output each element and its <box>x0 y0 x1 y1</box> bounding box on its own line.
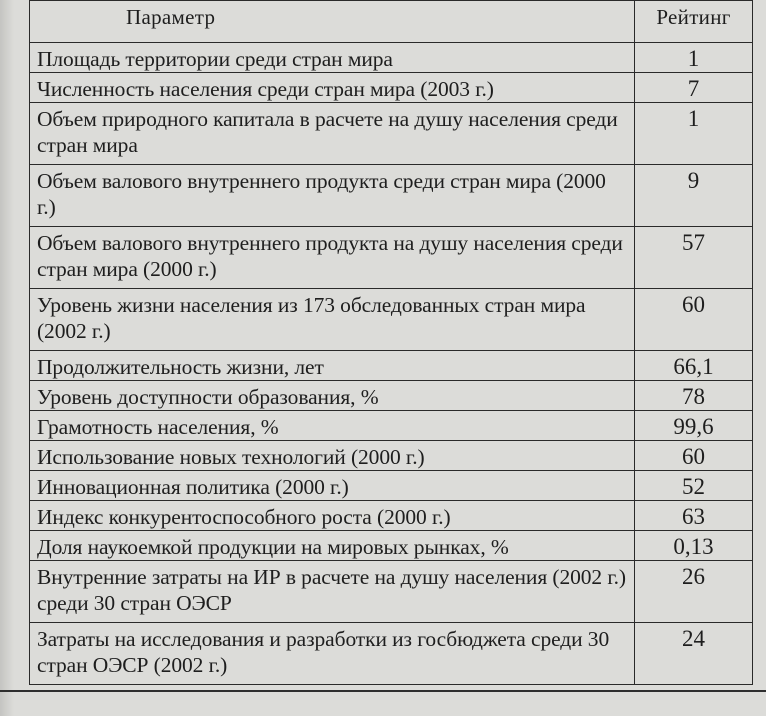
table-row <box>30 561 753 623</box>
table-row <box>30 289 753 351</box>
param-cell: Грамотность населения, % <box>30 411 635 441</box>
table-row <box>30 43 753 73</box>
param-cell: Индекс конкурентоспособного роста (2000 г.) <box>30 501 635 531</box>
rank-cell: 60 <box>635 289 753 351</box>
table-row <box>30 165 753 227</box>
table-row <box>30 103 753 165</box>
rank-cell: 63 <box>635 501 753 531</box>
param-cell: Затраты на исследования и разработки из госбюджета среди 30 стран ОЭСР (2002 г.) <box>30 623 635 685</box>
param-cell: Внутренние затраты на ИР в расчете на душу населения (2002 г.) среди 30 стран ОЭСР <box>30 561 635 623</box>
param-cell: Численность населения среди стран мира (2003 г.) <box>30 73 635 103</box>
param-cell: Объем природного капитала в расчете на душу населения среди стран мира <box>30 103 635 165</box>
param-cell: Продолжительность жизни, лет <box>30 351 635 381</box>
table-row <box>30 73 753 103</box>
rank-cell: 99,6 <box>635 411 753 441</box>
rank-cell: 0,13 <box>635 531 753 561</box>
table-row <box>30 411 753 441</box>
table-header-row <box>30 1 753 43</box>
rank-cell: 1 <box>635 103 753 165</box>
param-cell: Объем валового внутреннего продукта среди стран мира (2000 г.) <box>30 165 635 227</box>
table-row <box>30 227 753 289</box>
rank-cell: 60 <box>635 441 753 471</box>
rank-cell: 66,1 <box>635 351 753 381</box>
rank-cell: 78 <box>635 381 753 411</box>
rank-cell: 57 <box>635 227 753 289</box>
rank-cell: 7 <box>635 73 753 103</box>
table-row <box>30 531 753 561</box>
table-row <box>30 501 753 531</box>
rank-cell: 26 <box>635 561 753 623</box>
param-cell: Площадь территории среди стран мира <box>30 43 635 73</box>
table-row <box>30 351 753 381</box>
rank-cell: 24 <box>635 623 753 685</box>
param-cell: Инновационная политика (2000 г.) <box>30 471 635 501</box>
param-cell: Уровень доступности образования, % <box>30 381 635 411</box>
param-cell: Объем валового внутреннего продукта на душу населения среди стран мира (2000 г.) <box>30 227 635 289</box>
param-cell: Доля наукоемкой продукции на мировых рынках, % <box>30 531 635 561</box>
column-header-rank: Рейтинг <box>635 1 753 43</box>
page-edge-shadow <box>0 0 14 716</box>
column-header-param: Параметр <box>30 1 635 43</box>
param-cell: Использование новых технологий (2000 г.) <box>30 441 635 471</box>
table-row <box>30 441 753 471</box>
rank-cell: 9 <box>635 165 753 227</box>
table-row <box>30 471 753 501</box>
table-row <box>30 381 753 411</box>
table-row <box>30 623 753 685</box>
rating-table <box>29 0 753 685</box>
rank-cell: 1 <box>635 43 753 73</box>
param-cell: Уровень жизни населения из 173 обследованных стран мира (2002 г.) <box>30 289 635 351</box>
rank-cell: 52 <box>635 471 753 501</box>
page-bottom-rule <box>0 690 766 692</box>
